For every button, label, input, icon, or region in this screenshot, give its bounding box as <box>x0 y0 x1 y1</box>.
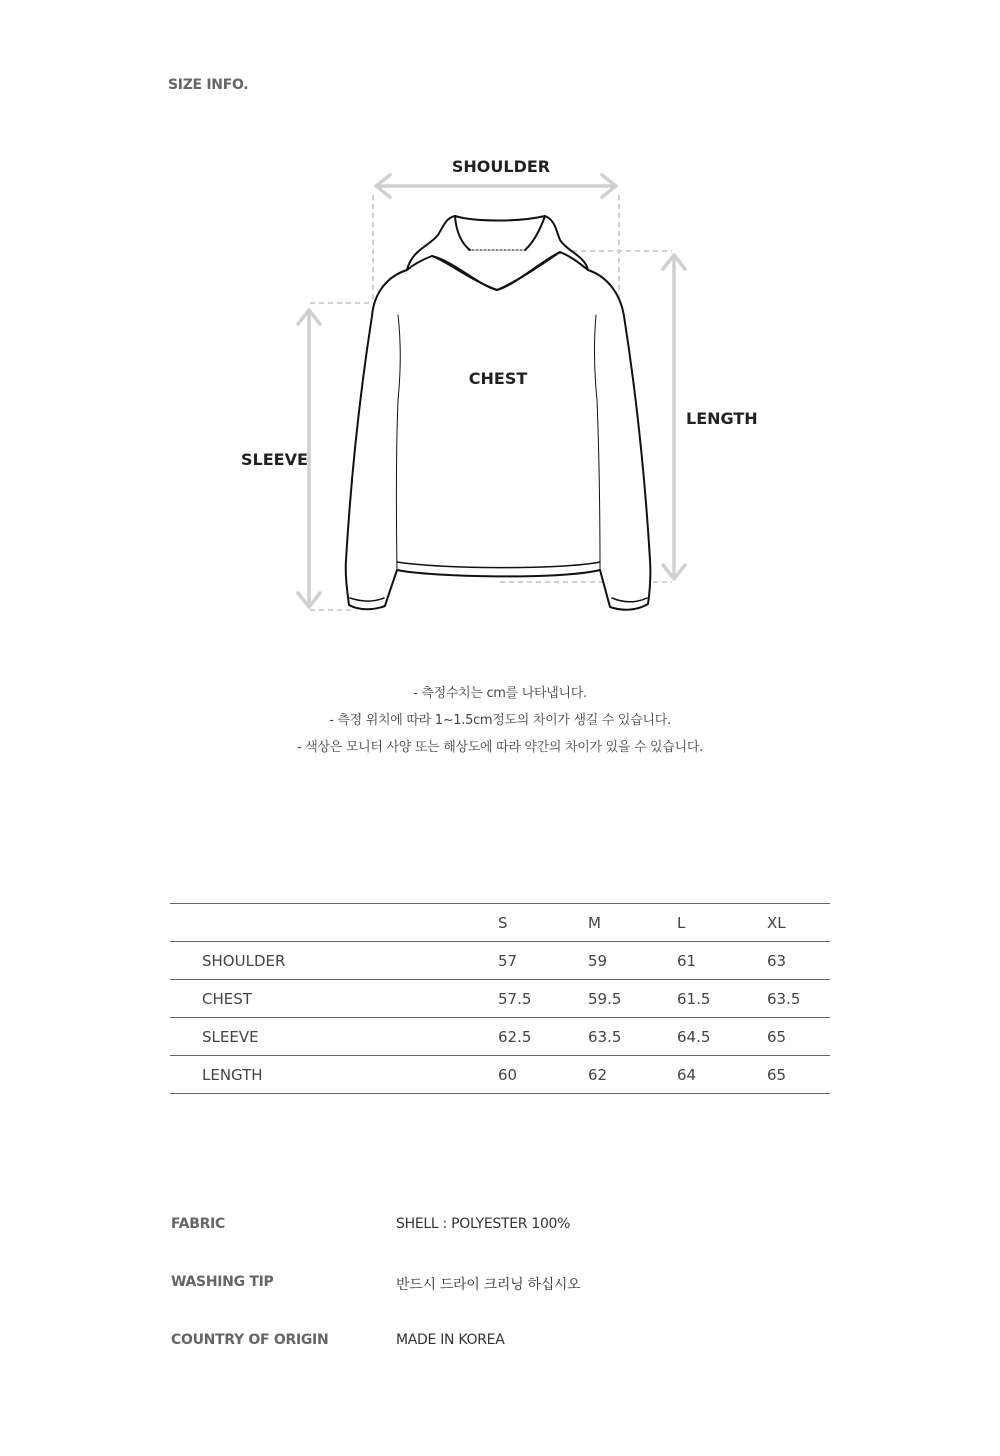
table-row <box>170 1056 830 1094</box>
table-cell: 61 <box>677 942 767 980</box>
table-cell: 62 <box>588 1056 677 1094</box>
table-cell: 59.5 <box>588 980 677 1018</box>
header-size-m: M <box>588 904 677 942</box>
table-row <box>170 980 830 1018</box>
hoodie-measurement-diagram <box>0 0 1000 660</box>
spec-value: 반드시 드라이 크리닝 하십시오 <box>396 1277 581 1293</box>
header-size-xl: XL <box>767 904 830 942</box>
sleeve-label: SLEEVE <box>241 450 308 469</box>
body-shape <box>346 252 651 610</box>
length-label: LENGTH <box>686 409 758 428</box>
note-line: - 측정 위치에 따라 1~1.5cm정도의 차이가 생길 수 있습니다. <box>329 713 671 728</box>
row-label: SHOULDER <box>170 942 498 980</box>
spec-key: FABRIC <box>171 1216 225 1232</box>
spec-value: SHELL : POLYESTER 100% <box>396 1216 571 1232</box>
spec-key: COUNTRY OF ORIGIN <box>171 1332 329 1348</box>
table-header-row <box>170 904 830 942</box>
table-row <box>170 942 830 980</box>
header-size-l: L <box>677 904 767 942</box>
shoulder-arrow <box>376 175 616 197</box>
table-cell: 65 <box>767 1018 830 1056</box>
table-cell: 65 <box>767 1056 830 1094</box>
spec-key: WASHING TIP <box>171 1274 274 1290</box>
table-cell: 63.5 <box>588 1018 677 1056</box>
table-cell: 57.5 <box>498 980 588 1018</box>
header-size-s: S <box>498 904 588 942</box>
table-cell: 57 <box>498 942 588 980</box>
hoodie-outline <box>346 216 651 610</box>
measurement-notes <box>0 680 1000 761</box>
table-cell: 63.5 <box>767 980 830 1018</box>
chest-label: CHEST <box>468 369 528 388</box>
length-arrow <box>663 255 685 579</box>
table-cell: 64.5 <box>677 1018 767 1056</box>
table-cell: 61.5 <box>677 980 767 1018</box>
table-cell: 64 <box>677 1056 767 1094</box>
note-line: - 측정수치는 cm를 나타냅니다. <box>413 686 587 701</box>
row-label: CHEST <box>170 980 498 1018</box>
header-blank <box>170 904 498 942</box>
table-row <box>170 1018 830 1056</box>
shoulder-label: SHOULDER <box>451 157 551 176</box>
table-cell: 60 <box>498 1056 588 1094</box>
table-cell: 59 <box>588 942 677 980</box>
row-label: LENGTH <box>170 1056 498 1094</box>
note-line: - 색상은 모니터 사양 또는 해상도에 따라 약간의 차이가 있을 수 있습니다. <box>297 740 703 755</box>
table-cell: 63 <box>767 942 830 980</box>
row-label: SLEEVE <box>170 1018 498 1056</box>
size-table <box>170 903 830 1094</box>
section-title: SIZE INFO. <box>168 77 249 93</box>
spec-value: MADE IN KOREA <box>396 1332 505 1348</box>
table-cell: 62.5 <box>498 1018 588 1056</box>
